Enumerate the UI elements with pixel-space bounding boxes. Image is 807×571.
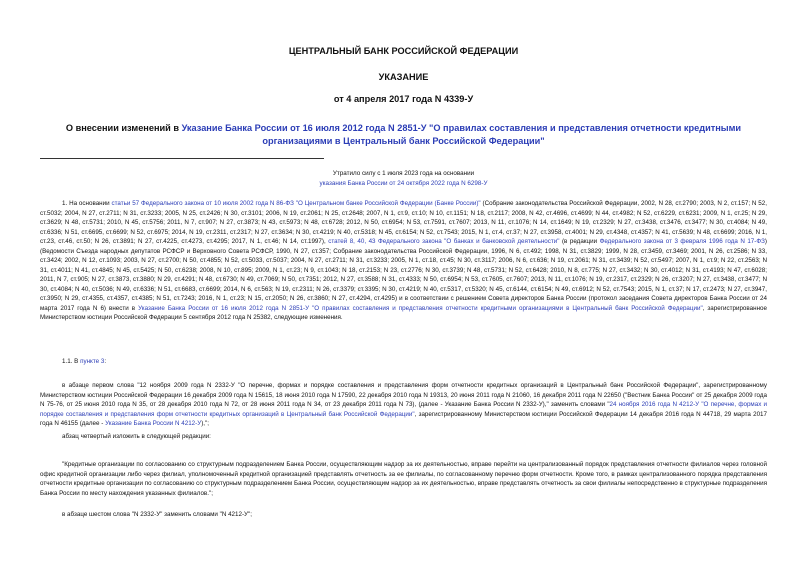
banking-law-link[interactable]: статей 8, 40, 43 Федерального закона "О банках и банковской деятельности" [328, 238, 560, 245]
paragraph-1-1: 1.1. В пункте 3: [62, 358, 107, 365]
paragraph-amendment-3: в абзаце шестом слова "N 2332-У" заменить словами "N 4212-У"; [62, 511, 252, 518]
validity-link[interactable]: указания Банка России от 24 октября 2022 года N 6298-У [319, 180, 488, 187]
law-17-fz-link[interactable]: Федерального закона от 3 февраля 1996 года N 17-ФЗ [599, 238, 765, 245]
divider [40, 158, 324, 159]
law-86-fz-link[interactable]: статьи 57 Федерального закона от 10 июля 2002 года N 86-ФЗ "О Центральном банке Российской Федерации (Банке России)" [111, 200, 481, 207]
document-type-heading: УКАЗАНИЕ [378, 72, 429, 82]
paragraph-amendment-2: абзац четвертый изложить в следующей редакции: [62, 433, 211, 440]
subject-link[interactable]: Указание Банка России от 16 июля 2012 года N 2851-У "О правилах составления и представления отчетности кредитными организациями в Центральный банк Российской Федерации" [181, 123, 742, 146]
directive-2851-u-link[interactable]: Указание Банка России от 16 июля 2012 года N 2851-У "О правилах составления и представления отчетности кредитными организациями в Центральный банк Российской Федерации" [138, 304, 703, 312]
document-subject [40, 122, 767, 148]
directive-4212-u-short-link[interactable]: Указание Банка России N 4212-У [105, 420, 202, 427]
subject-prefix: О внесении изменений в [65, 123, 182, 133]
document-date-heading: от 4 апреля 2017 года N 4339-У [333, 94, 474, 104]
clause-3-link[interactable]: пункте 3 [80, 358, 105, 365]
paragraph-amendment-1: в абзаце первом слова "12 ноября 2009 года N 2332-У "О перечне, формах и порядке составления и представления форм отчетности кредитных организаций в Центральный банк Российской Федерации", зарегистрированному Министерством юстиции Российской Федерации 16 декабря 2009 года N 15615, 18 июня 2010 года N 17590, 22 декабря 2010 года N 19313, 20 июня 2011 года N 21060, 16 декабря 2011 года N 22650 ("Вестник Банка России" от 25 декабря 2009 года N 75-76, от 25 июня 2010 года N 35, от 28 декабря 2010 года N 72, от 28 июня 2011 года N 34, от 23 декабря 2011 года N 73), (далее - Указание Банка России N 2332-У)," заменить словами "24 ноября 2016 года N 4212-У "О перечне, формах и порядке составления и представления форм отчетности кредитных организаций в Центральный банк Российской Федерации", зарегистрированному Министерством юстиции Российской Федерации 14 декабря 2016 года N 44718, 29 марта 2017 года N 46155 (далее - Указание Банка России N 4212-У),"; [40, 382, 768, 427]
directive-4212-u-link[interactable]: 24 ноября 2016 года N 4212-У "О перечне, формах и порядке составления и представления форм отчетности кредитных организаций в Центральный банк Российской Федерации" [40, 401, 768, 418]
issuer-heading: ЦЕНТРАЛЬНЫЙ БАНК РОССИЙСКОЙ ФЕДЕРАЦИИ [288, 46, 519, 56]
paragraph-1: 1. На основании статьи 57 Федерального закона от 10 июля 2002 года N 86-ФЗ "О Центральном банке Российской Федерации (Банке России)" (Собрание законодательства Российской Федерации, 2002, N 28, ст.2790; 2003, N 2, ст.157; N 52, ст.5032; 2004, N 27, ст.2711; N 31, ст.3233; 2005, N 25, ст.2426; N 30, ст.3101; 2006, N 19, ст.2061; N 25, ст.2648; 2007, N 1, ст.9, ст.10; N 10, ст.1151; N 18, ст.2117; 2008, N 42, ст.4696, ст.4699; N 44, ст.4982; N 52, ст.6229, ст.6231; 2009, N 1, ст.25; N 29, ст.3629; N 48, ст.5731; 2010, N 45, ст.5756; 2011, N 7, ст.907; N 27, ст.3873; N 43, ст.5973; N 48, ст.6728; 2012, N 50, ст.6954; N 53, ст.7591, ст.7607; 2013, N 11, ст.1076; N 14, ст.1649; N 19, ст.2329; N 27, ст.3438, ст.3476, ст.3477; N 30, ст.4084; N 49, ст.6336; N 51, ст.6695, ст.6699; N 52, ст.6975; 2014, N 19, ст.2311, ст.2317; N 27, ст.3634; N 30, ст.4219; N 40, ст.5318; N 45, ст.6154; N 52, ст.7543; 2015, N 1, ст.4, ст.37; N 27, ст.3958, ст.4001; N 29, ст.4348, ст.4357; N 41, ст.5639; N 48, ст.6699; 2016, N 1, ст.23, ст.46, ст.50; N 26, ст.3891; N 27, ст.4225, ст.4273, ст.4295; 2017, N 1, ст.46; N 14, ст.1997), статей 8, 40, 43 Федерального закона "О банках и банковской деятельности" (в редакции Федерального закона от 3 февраля 1996 года N 17-ФЗ) (Ведомости Съезда народных депутатов РСФСР и Верховного Совета РСФСР, 1990, N 27, ст.357; Собрание законодательства Российской Федерации, 1996, N 6, ст.492; 1998, N 31, ст.3829; 1999, N 28, ст.3459, ст.3469; 2001, N 26, ст.2586; N 33, ст.3424; 2002, N 12, ст.1093; 2003, N 27, ст.2700; N 50, ст.4855; N 52, ст.5033, ст.5037; 2004, N 27, ст.2711; N 31, ст.3233; 2005, N 1, ст.18, ст.45; N 30, ст.3117; 2006, N 6, ст.636; N 19, ст.2061; N 31, ст.3439; N 52, ст.5497; 2007, N 1, ст.9; N 22, ст.2563; N 31, ст.4011; N 41, ст.4845; N 45, ст.5425; N 50, ст.6238; 2008, N 10, ст.895; 2009, N 1, ст.23; N 9, ст.1043; N 18, ст.2153; N 23, ст.2776; N 30, ст.3739; N 48, ст.5731; N 52, ст.6428; 2010, N 8, ст.775; N 27, ст.3432; N 30, ст.4012; N 31, ст.4193; N 47, ст.6028; 2011, N 7, ст.905; N 27, ст.3873, ст.3880; N 29, ст.4291; N 48, ст.6730; N 49, ст.7069; N 50, ст.7351; 2012, N 27, ст.3588; N 31, ст.4333; N 50, ст.6954; N 53, ст.7605, ст.7607; 2013, N 11, ст.1076; N 19, ст.2317, ст.2329; N 26, ст.3207; N 27, ст.3438, ст.3477; N 30, ст.4084; N 40, ст.5036; N 49, ст.6336; N 51, ст.6683, ст.6699; 2014, N 6, ст.563; N 19, ст.2311; N 26, ст.3379; ст.3395; N 30, ст.4219; N 40, ст.5317, ст.5320; N 45, ст.6144, ст.6154; N 49, ст.6912; N 52, ст.7543; 2015, N 1, ст.37; N 17, ст.2473; N 27, ст.3947, ст.3950; N 29, ст.4355, ст.4357, ст.4385; N 51, ст.7243; 2016, N 1, ст.23; N 15, ст.2050; N 26, ст.3860; N 27, ст.4294, ст.4295) и в соответствии с решением Совета директоров Банка России (протокол заседания Совета директоров Банка России от 24 марта 2017 года N 6) внести в Указание Банка России от 16 июля 2012 года N 2851-У "О правилах составления и представления отчетности кредитными организациями в Центральный банк Российской Федерации", зарегистрированное Министерством юстиции Российской Федерации 5 сентября 2012 года N 25382, следующие изменения. [40, 200, 767, 321]
validity-note: Утратило силу с 1 июля 2023 года на основании [332, 170, 475, 177]
paragraph-quoted-text: "Кредитные организации по согласованию со структурным подразделением Банка России, осуществляющим надзор за их деятельностью, вправе перейти на централизованный порядок представления отчетности филиалов через головной офис кредитной организации либо через филиал, уполномоченный кредитной организацией представлять отчетность за ее филиалы, по согласованному перечню форм отчетности. Кроме того, в рамках централизованного порядка представления отчетности кредитные организации по согласованию со структурным подразделением Банка России, осуществляющим надзор за их деятельностью, вправе представлять отчетность за свои филиалы непосредственно в структурные подразделения Банка России по месту нахождения указанных филиалов."; [40, 461, 767, 497]
